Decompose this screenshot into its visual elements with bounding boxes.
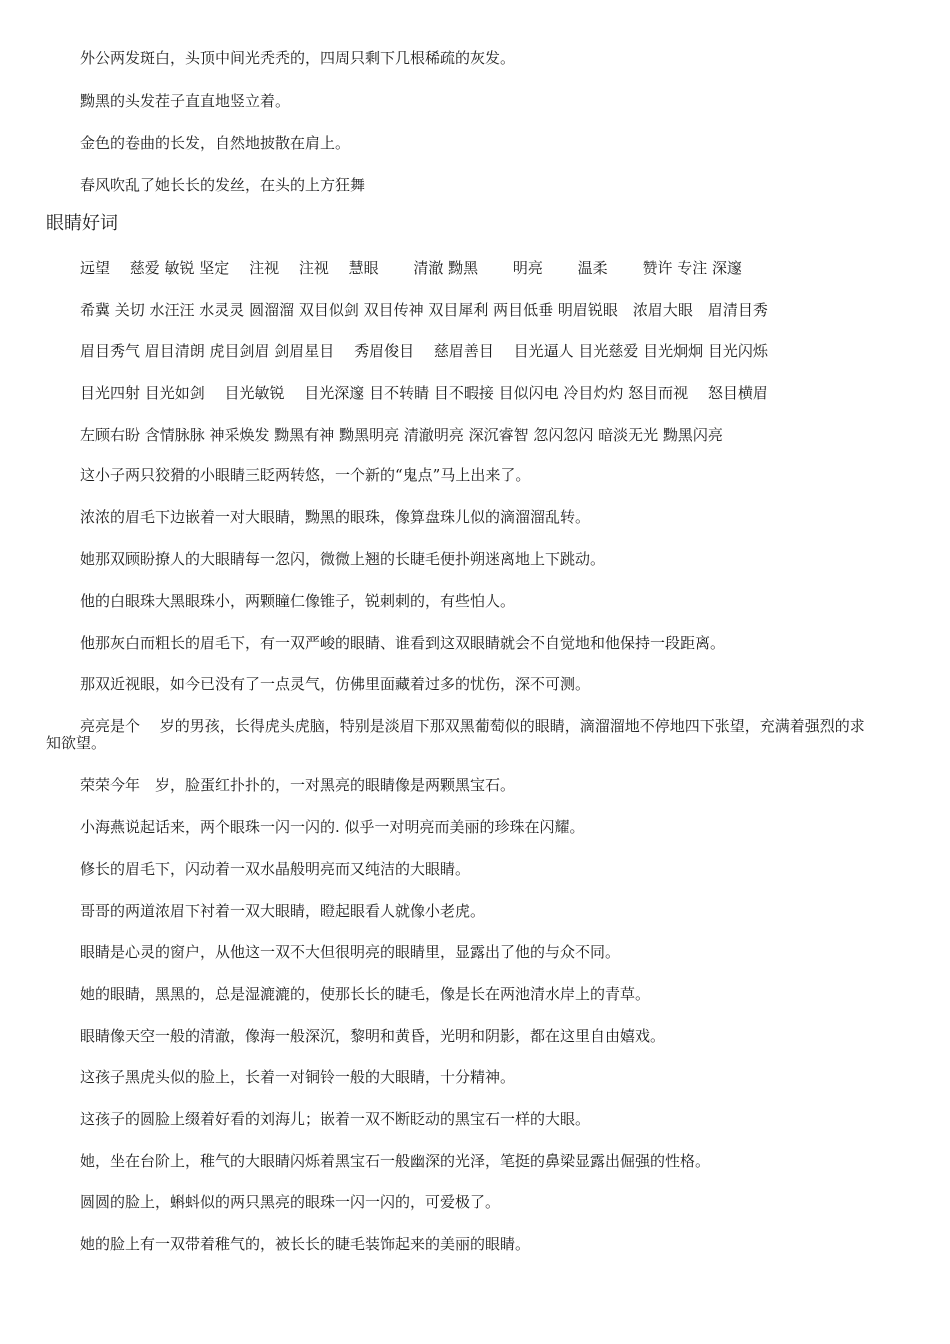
sentence-2: 浓浓的眉毛下边嵌着一对大眼睛，黝黑的眼珠，像算盘珠儿似的滴溜溜乱转。 — [80, 508, 591, 526]
section-heading-eyes: 眼睛好词 — [46, 213, 118, 234]
sentence-3: 她那双顾盼撩人的大眼睛每一忽闪，微微上翘的长睫毛便扑朔迷离地上下跳动。 — [80, 550, 606, 568]
sentence-4: 他的白眼珠大黑眼珠小，两颗瞳仁像锥子，锐刺刺的，有些怕人。 — [80, 592, 516, 610]
hair-line-1: 外公两发斑白，头顶中间光秃秃的，四周只剩下几根稀疏的灰发。 — [80, 49, 516, 67]
word-line-2: 希冀 关切 水汪汪 水灵灵 圆溜溜 双目似剑 双目传神 双目犀利 两目低垂 明眉锐眼 浓眉大眼 眉清目秀 — [80, 301, 768, 319]
sentence-19: 她的脸上有一双带着稚气的，被长长的睫毛装饰起来的美丽的眼睛。 — [80, 1235, 531, 1253]
sentence-8: 荣荣今年 岁，脸蛋红扑扑的，一对黑亮的眼睛像是两颗黑宝石。 — [80, 776, 516, 794]
hair-line-2: 黝黑的头发茬子直直地竖立着。 — [80, 92, 291, 110]
hair-line-3: 金色的卷曲的长发，自然地披散在肩上。 — [80, 134, 351, 152]
sentence-12: 眼睛是心灵的窗户，从他这一双不大但很明亮的眼睛里，显露出了他的与众不同。 — [80, 943, 621, 961]
hair-line-4: 春风吹乱了她长长的发丝，在头的上方狂舞 — [80, 176, 366, 194]
sentence-9: 小海燕说起话来，两个眼珠一闪一闪的. 似乎一对明亮而美丽的珍珠在闪耀。 — [80, 818, 585, 836]
word-line-4: 目光四射 目光如剑 目光敏锐 目光深邃 目不转睛 目不暇接 目似闪电 冷目灼灼 怒目而视 怒目横眉 — [80, 384, 768, 402]
word-line-3: 眉目秀气 眉目清朗 虎目剑眉 剑眉星目 秀眉俊目 慈眉善目 目光逼人 目光慈爱 目光炯炯 目光闪烁 — [80, 342, 768, 360]
sentence-16: 这孩子的圆脸上缀着好看的刘海儿；嵌着一双不断眨动的黑宝石一样的大眼。 — [80, 1110, 591, 1128]
sentence-1: 这小子两只狡猾的小眼睛三眨两转悠，一个新的“鬼点”马上出来了。 — [80, 466, 531, 484]
word-line-1: 远望 慈爱 敏锐 坚定 注视 注视 慧眼 清澈 黝黑 明亮 温柔 赞许 专注 深邃 — [80, 259, 742, 277]
word-line-5: 左顾右盼 含情脉脉 神采焕发 黝黑有神 黝黑明亮 清澈明亮 深沉睿智 忽闪忽闪 暗淡无光 黝黑闪亮 — [80, 426, 723, 444]
sentence-17: 她，坐在台阶上，稚气的大眼睛闪烁着黑宝石一般幽深的光泽，笔挺的鼻梁显露出倔强的性格。 — [80, 1152, 711, 1170]
sentence-6: 那双近视眼，如今已没有了一点灵气，仿佛里面藏着过多的忧伤，深不可测。 — [80, 675, 591, 693]
sentence-7-wrapped: 亮亮是个 岁的男孩，长得虎头虎脑，特别是淡眉下那双黑葡萄似的眼睛，滴溜溜地不停地四下张望，充满着强烈的求知欲望。 — [46, 717, 865, 752]
sentence-5: 他那灰白而粗长的眉毛下，有一双严峻的眼睛、谁看到这双眼睛就会不自觉地和他保持一段距离。 — [80, 634, 726, 652]
sentence-18: 圆圆的脸上，蝌蚪似的两只黑亮的眼珠一闪一闪的，可爱极了。 — [80, 1193, 501, 1211]
sentence-11: 哥哥的两道浓眉下衬着一双大眼睛，瞪起眼看人就像小老虎。 — [80, 902, 486, 920]
sentence-14: 眼睛像天空一般的清澈，像海一般深沉，黎明和黄昏，光明和阴影，都在这里自由嬉戏。 — [80, 1027, 666, 1045]
sentence-13: 她的眼睛，黑黑的，总是湿漉漉的，使那长长的睫毛，像是长在两池清水岸上的青草。 — [80, 985, 651, 1003]
sentence-15: 这孩子黑虎头似的脸上，长着一对铜铃一般的大眼睛，十分精神。 — [80, 1068, 516, 1086]
sentence-10: 修长的眉毛下，闪动着一双水晶般明亮而又纯洁的大眼睛。 — [80, 860, 471, 878]
